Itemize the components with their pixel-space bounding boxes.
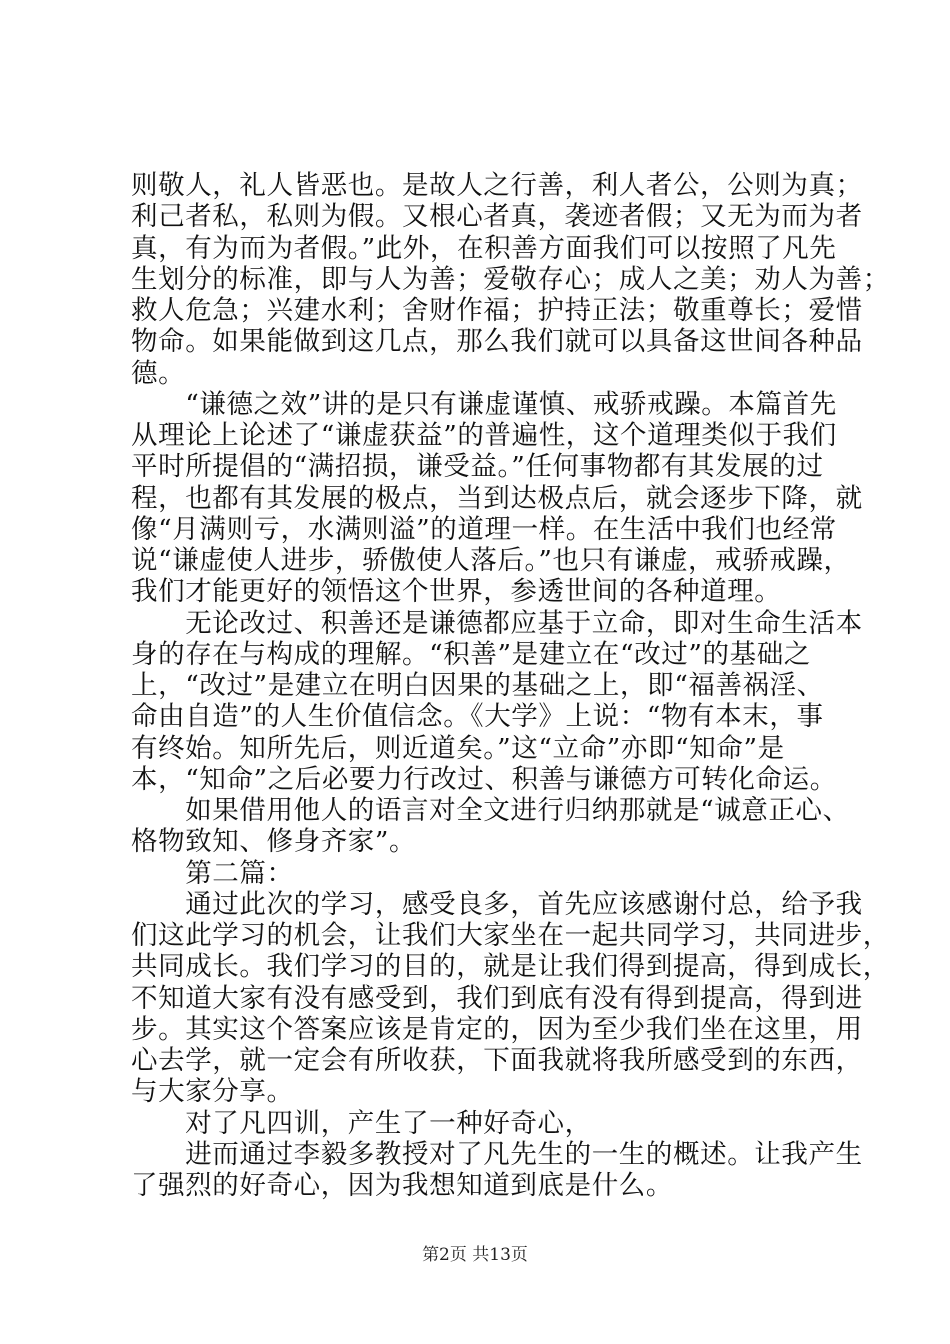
body-text	[131, 170, 890, 1201]
text-line: “谦德之效”讲的是只有谦虚谨慎、戒骄戒躁。本篇首先	[131, 388, 837, 420]
text-line: 与大家分享。	[131, 1076, 294, 1108]
text-line: 德。	[131, 357, 186, 389]
text-line: 上，“改过”是建立在明白因果的基础之上，即“福善祸淫、	[131, 670, 824, 701]
text-line: 格物致知、修身齐家”。	[131, 826, 417, 858]
text-line: 无论改过、积善还是谦德都应基于立命，即对生命生活本	[131, 607, 863, 639]
text-line: 们这此学习的机会，让我们大家坐在一起共同学习，共同进步，	[131, 920, 890, 951]
text-line: 程，也都有其发展的极点，当到达极点后，就会逐步下降，就	[131, 482, 863, 514]
text-line: 真，有为而为者假。”此外，在积善方面我们可以按照了凡先	[131, 232, 837, 264]
text-line: 说“谦虚使人进步，骄傲使人落后。”也只有谦虚，戒骄戒躁，	[131, 545, 851, 576]
text-line: 有终始。知所先后，则近道矣。”这“立命”亦即“知命”是	[131, 732, 785, 764]
text-line: 步。其实这个答案应该是肯定的，因为至少我们坐在这里，用	[131, 1013, 863, 1045]
text-line: 命由自造”的人生价值信念。《大学》上说：“物有本末，事	[131, 701, 824, 733]
text-line: 通过此次的学习，感受良多，首先应该感谢付总，给予我	[131, 888, 863, 920]
text-line: 进而通过李毅多教授对了凡先生的一生的概述。让我产生	[131, 1138, 863, 1170]
text-line: 我们才能更好的领悟这个世界，参透世间的各种道理。	[131, 576, 782, 608]
text-line: 本，“知命”之后必要力行改过、积善与谦德方可转化命运。	[131, 763, 837, 795]
text-line: 从理论上论述了“谦虚获益”的普遍性，这个道理类似于我们	[131, 420, 837, 451]
text-line: 生划分的标准，即与人为善；爱敬存心；成人之美；劝人为善；	[131, 263, 890, 295]
text-line: 对了凡四训，产生了一种好奇心，	[131, 1107, 592, 1139]
text-line: 救人危急；兴建水利；舍财作福；护持正法；敬重尊长；爱惜	[131, 295, 863, 326]
text-line: 了强烈的好奇心，因为我想知道到底是什么。	[131, 1170, 673, 1201]
text-line: 如果借用他人的语言对全文进行归纳那就是“诚意正心、	[131, 795, 850, 826]
page-footer: 第2页 共13页	[422, 1245, 528, 1265]
text-line: 身的存在与构成的理解。“积善”是建立在“改过”的基础之	[131, 638, 811, 670]
text-line: 像“月满则亏，水满则溢”的道理一样。在生活中我们也经常	[131, 513, 837, 545]
text-line: 第二篇：	[131, 857, 294, 889]
text-line: 则敬人，礼人皆恶也。是故人之行善，利人者公，公则为真；	[131, 170, 863, 201]
text-line: 平时所提倡的“满招损，谦受益。”任何事物都有其发展的过	[131, 451, 824, 483]
text-line: 物命。如果能做到这几点，那么我们就可以具备这世间各种品	[131, 326, 863, 358]
text-line: 共同成长。我们学习的目的，就是让我们得到提高，得到成长，	[131, 951, 890, 983]
text-line: 不知道大家有没有感受到，我们到底有没有得到提高，得到进	[131, 982, 863, 1014]
text-line: 利己者私，私则为假。又根心者真，袭迹者假；又无为而为者	[131, 201, 863, 233]
text-line: 心去学，就一定会有所收获，下面我就将我所感受到的东西，	[131, 1045, 863, 1076]
